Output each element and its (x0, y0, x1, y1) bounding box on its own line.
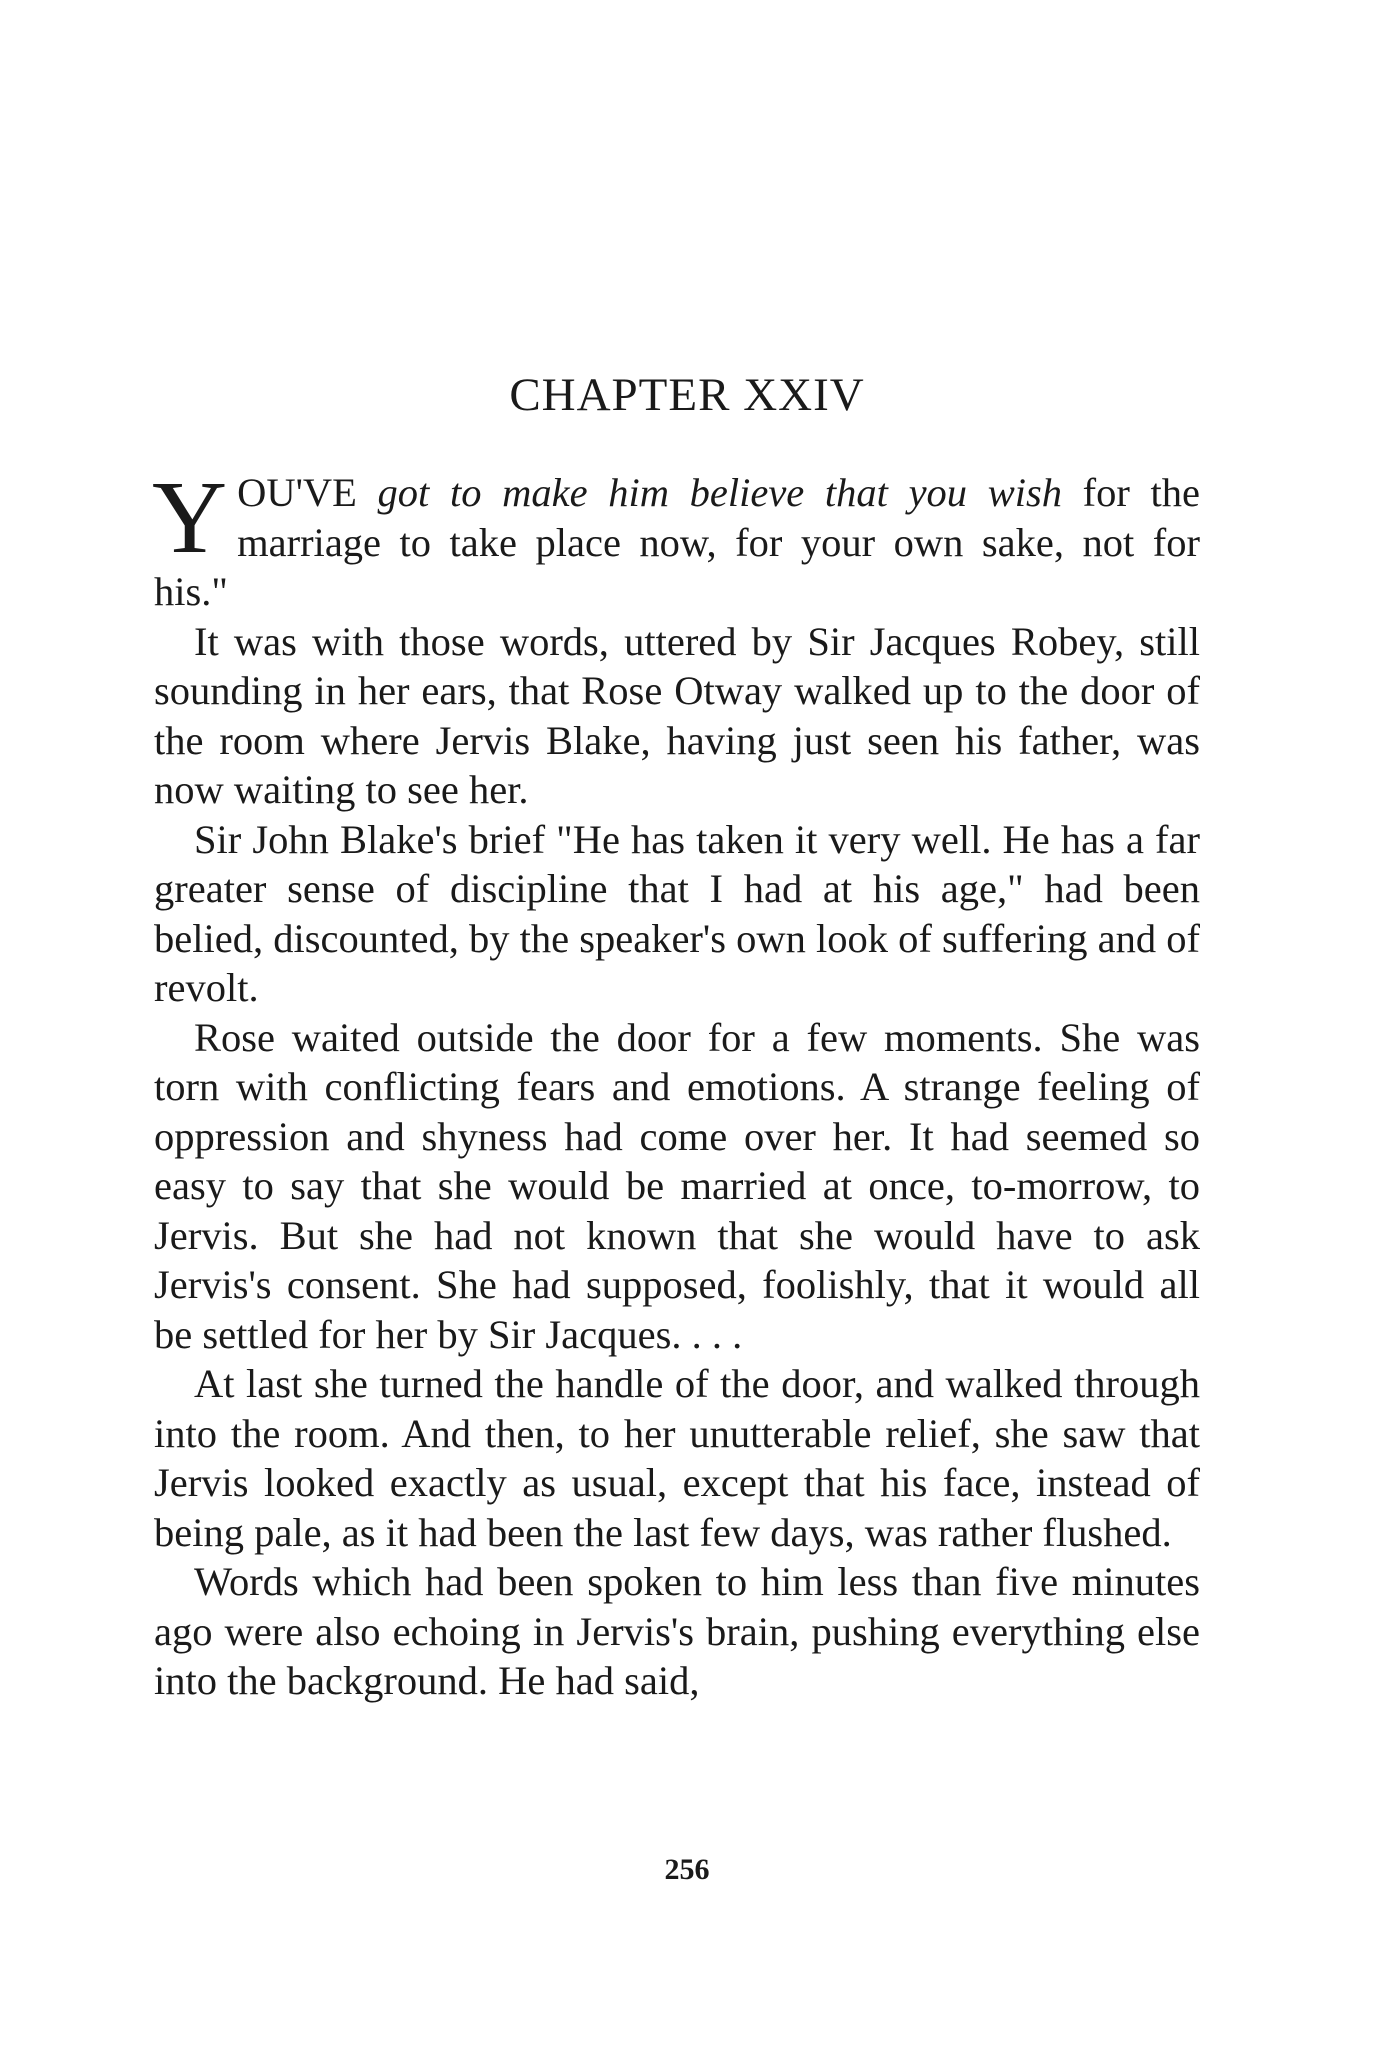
paragraph: Rose waited outside the door for a few moments. She was torn with conflicting fears and emotions. A strange feeling of oppression and shyness had come over her. It had seemed so easy to say that she would be married at once, to-morrow, to Jervis. But she had not known that she would have to ask Jervis's consent. She had supposed, foolishly, that it would all be settled for her by Sir Jacques. . . . (154, 1014, 1200, 1357)
opening-lead-caps: OU'VE (237, 470, 378, 515)
body-text (152, 460, 1201, 1706)
opening-italic: got to make him believe that you wish (377, 470, 1062, 515)
page-number: 256 (664, 1853, 710, 1886)
paragraph: Words which had been spoken to him less than five minutes ago were also echoing in Jervis's brain, pushing everything else into the background. He had said, (154, 1559, 1200, 1703)
paragraph: Sir John Blake's brief "He has taken it very well. He has a far greater sense of discipline that I had at his age," had been belied, discounted, by the speaker's own look of suffering and of revolt. (154, 816, 1200, 1010)
paragraph: At last she turned the handle of the door, and walked through into the room. And then, to her unutterable relief, she saw that Jervis looked exactly as usual, except that his face, instead of being pale, as it had been the last few days, was rather flushed. (154, 1361, 1200, 1555)
drop-cap: Y (152, 460, 228, 575)
opening-rest: for the marriage to take place now, for your own sake, not for his." (154, 470, 1201, 614)
paragraph: It was with those words, uttered by Sir Jacques Robey, still sounding in her ears, that Rose Otway walked up to the door of the room where Jervis Blake, having just seen his father, was now waiting to see her. (154, 618, 1200, 812)
chapter-title: CHAPTER XXIV (509, 369, 865, 421)
opening-paragraph (152, 460, 1201, 617)
